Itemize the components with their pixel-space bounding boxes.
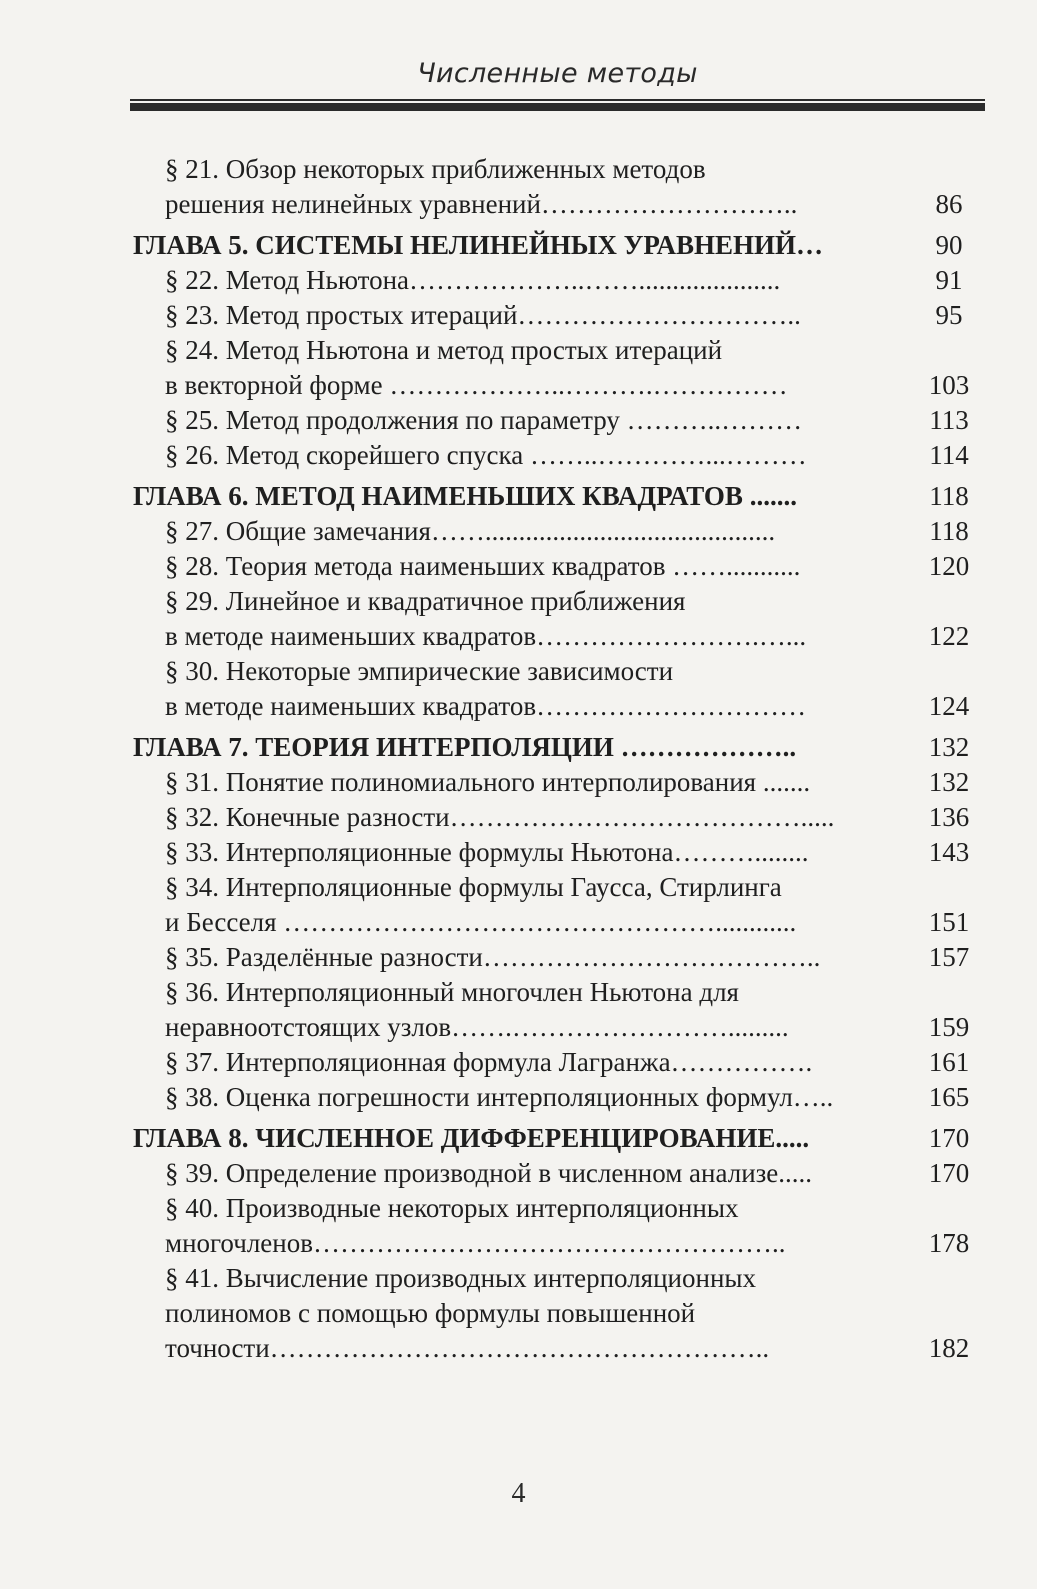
toc-page-number: 118 [929, 481, 969, 511]
header-rule-thick [130, 103, 985, 111]
toc-page-number: 157 [928, 942, 970, 972]
toc-section-line [133, 1045, 985, 1080]
toc-section-line [133, 1156, 985, 1191]
toc-section-line [133, 975, 985, 1010]
toc-page-number: 165 [928, 1082, 970, 1112]
toc-page-number: 170 [928, 1123, 970, 1153]
toc-section-line [133, 654, 985, 689]
toc-section-line [133, 403, 985, 438]
toc-section-title: § 41. Вычисление производных интерполяционных [165, 1263, 757, 1293]
toc-page-number: 113 [929, 405, 969, 435]
toc-chapter-line [133, 479, 985, 514]
toc-page-number: 178 [928, 1228, 970, 1258]
toc-chapter-title: ГЛАВА 6. МЕТОД НАИМЕНЬШИХ КВАДРАТОВ ....... [133, 481, 797, 511]
toc-chapter-title: ГЛАВА 8. ЧИСЛЕННОЕ ДИФФЕРЕНЦИРОВАНИЕ..... [133, 1123, 810, 1153]
toc-page-number: 103 [928, 370, 970, 400]
toc-section-line [133, 187, 985, 222]
toc-section-title: и Бесселя …………………………………………............ [165, 907, 797, 937]
toc-section-title: § 32. Конечные разности…………………………………..... [165, 802, 835, 832]
toc-page-number: 118 [929, 516, 969, 546]
toc-chapter-line [133, 1121, 985, 1156]
toc-page-number: 90 [935, 230, 963, 260]
toc-section-line [133, 1331, 985, 1366]
toc-section-line [133, 584, 985, 619]
toc-section-title: точности……………………………………………….. [165, 1333, 770, 1363]
toc-section-title: решения нелинейных уравнений……………………….. [165, 189, 798, 219]
toc-section-title: § 21. Обзор некоторых приближенных методов [165, 154, 706, 184]
toc-page-number: 86 [935, 189, 963, 219]
toc-page-number: 114 [929, 440, 969, 470]
toc-section-line [133, 905, 985, 940]
toc-section-line [133, 835, 985, 870]
toc-page-number: 136 [928, 802, 970, 832]
toc-section-title: полиномов с помощью формулы повышенной [165, 1298, 696, 1328]
toc-section-line [133, 870, 985, 905]
toc-section-title: § 34. Интерполяционные формулы Гаусса, Стирлинга [165, 872, 782, 902]
toc-section-line [133, 689, 985, 724]
toc-section-line [133, 333, 985, 368]
toc-section-title: в векторной форме ………………..……….…………… [165, 370, 788, 400]
toc-page-number: 120 [928, 551, 970, 581]
toc-section-title: § 38. Оценка погрешности интерполяционных формул….. [165, 1082, 834, 1112]
toc-page-number: 122 [928, 621, 970, 651]
toc-section-line [133, 514, 985, 549]
toc-section-line [133, 940, 985, 975]
toc-section-line [133, 1296, 985, 1331]
toc-section-line [133, 549, 985, 584]
toc-page-number: 91 [935, 265, 963, 295]
toc-section-line [133, 619, 985, 654]
toc-page-number: 170 [928, 1158, 970, 1188]
toc-section-title: § 29. Линейное и квадратичное приближения [165, 586, 686, 616]
toc-section-line [133, 1226, 985, 1261]
toc-section-title: § 40. Производные некоторых интерполяционных [165, 1193, 739, 1223]
toc-section-line [133, 1010, 985, 1045]
toc-section-title: § 37. Интерполяционная формула Лагранжа……………. [165, 1047, 813, 1077]
toc-page-number: 132 [928, 732, 970, 762]
running-title: Численные методы [417, 58, 698, 89]
header-rule-thin [130, 99, 985, 101]
toc-section-title: § 26. Метод скорейшего спуска ……..…………...……… [165, 440, 807, 470]
page-number: 4 [511, 1478, 526, 1509]
toc-section-line [133, 765, 985, 800]
toc-section-line [133, 800, 985, 835]
toc-section-title: § 39. Определение производной в численном анализе..... [165, 1158, 813, 1188]
toc-page-number: 143 [928, 837, 970, 867]
toc-chapter-title: ГЛАВА 5. СИСТЕМЫ НЕЛИНЕЙНЫХ УРАВНЕНИЙ… [133, 230, 823, 260]
toc-section-title: § 22. Метод Ньютона………………..……..................... [165, 265, 781, 295]
toc-section-title: § 23. Метод простых итераций………………………….. [165, 300, 801, 330]
toc-section-title: § 30. Некоторые эмпирические зависимости [165, 656, 674, 686]
toc-page-number: 182 [928, 1333, 970, 1363]
toc-chapter-line [133, 730, 985, 765]
toc-section-line [133, 1191, 985, 1226]
toc-section-title: § 24. Метод Ньютона и метод простых итераций [165, 335, 723, 365]
toc-page-number: 159 [928, 1012, 970, 1042]
toc-page-number: 124 [928, 691, 970, 721]
toc-section-title: многочленов…………………………………………….. [165, 1228, 786, 1258]
toc-section-line [133, 368, 985, 403]
toc-section-line [133, 152, 985, 187]
toc-page-number: 132 [928, 767, 970, 797]
toc-section-title: § 33. Интерполяционные формулы Ньютона………........ [165, 837, 809, 867]
toc-section-title: в методе наименьших квадратов…………………….…... [165, 621, 807, 651]
toc-page-number: 161 [928, 1047, 970, 1077]
toc-section-title: § 28. Теория метода наименьших квадратов ……........... [165, 551, 801, 581]
toc-section-line [133, 1080, 985, 1115]
toc-section-title: § 31. Понятие полиномиального интерполирования ....... [165, 767, 811, 797]
toc-section-title: § 25. Метод продолжения по параметру ………..……… [165, 405, 803, 435]
toc-section-title: в методе наименьших квадратов………………………… [165, 691, 807, 721]
toc-section-title: § 27. Общие замечания……........................................... [165, 516, 776, 546]
toc-chapter-title: ГЛАВА 7. ТЕОРИЯ ИНТЕРПОЛЯЦИИ ……………….. [133, 732, 797, 762]
toc-page-number: 151 [928, 907, 970, 937]
toc-section-line [133, 263, 985, 298]
toc-section-title: § 35. Разделённые разности……………………………….. [165, 942, 821, 972]
toc-chapter-line [133, 228, 985, 263]
toc-section-line [133, 1261, 985, 1296]
table-of-contents [133, 152, 985, 1366]
toc-section-line [133, 298, 985, 333]
toc-section-title: § 36. Интерполяционный многочлен Ньютона для [165, 977, 739, 1007]
toc-section-line [133, 438, 985, 473]
toc-section-title: неравноотстоящих узлов…….……………………......... [165, 1012, 789, 1042]
toc-page-number: 95 [935, 300, 963, 330]
